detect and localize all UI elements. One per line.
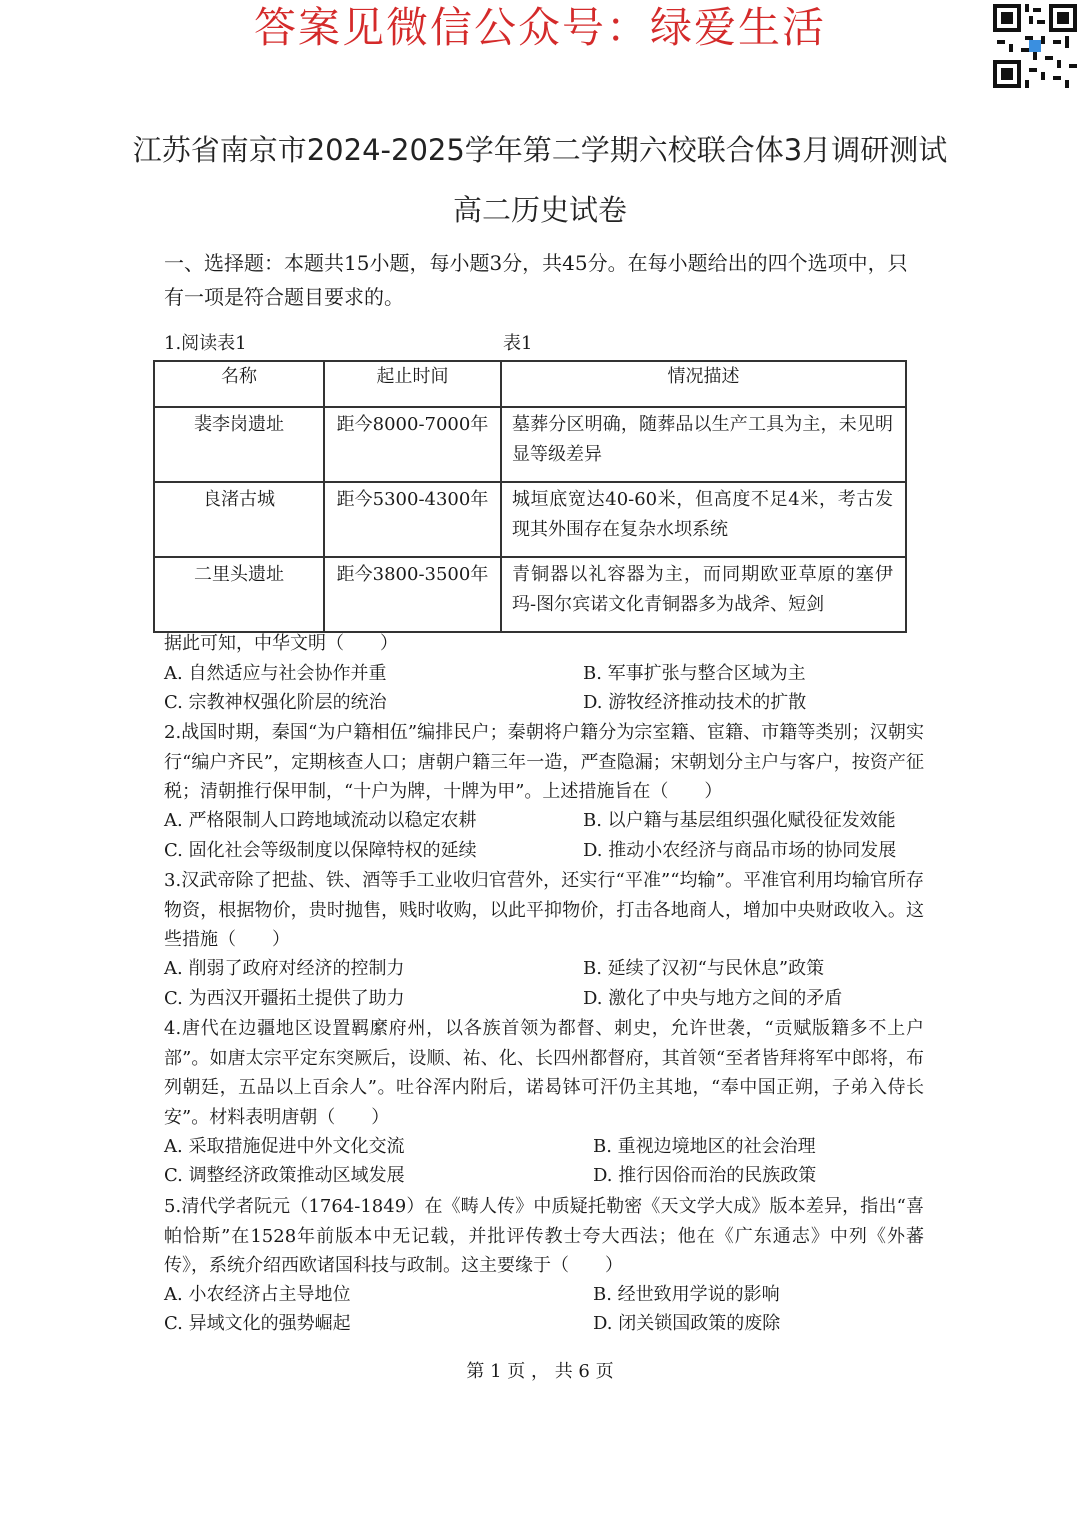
exam-subtitle: 高二历史试卷 [452,193,627,227]
table-row [154,557,906,632]
q3-option-b[interactable]: B. 延续了汉初“与民休息”政策 [583,958,825,979]
table-cell-name: 二里头遗址 [154,557,324,632]
table-row [154,407,906,482]
q1-option-d[interactable]: D. 游牧经济推动技术的扩散 [583,692,807,713]
table-row [154,482,906,557]
q4-text: 4.唐代在边疆地区设置羁縻府州，以各族首领为都督、刺史，允许世袭，“贡赋版籍多不上户部”。如唐太宗平定东突厥后，设顺、祐、化、长四州都督府，其首领“至者皆拜将军中郎将，布列朝廷，五品以上百余人”。吐谷浑内附后，诺曷钵可汗仍主其地，“奉中国正朔，子弟入侍长安”。材料表明唐朝（ ） [164,1018,924,1128]
q4-option-d[interactable]: D. 推行因俗而治的民族政策 [593,1165,817,1186]
table-caption: 表1 [503,333,533,354]
exam-title: 江苏省南京市2024-2025学年第二学期六校联合体3月调研测试 [132,133,948,167]
q2-option-d[interactable]: D. 推动小农经济与商品市场的协同发展 [583,840,897,861]
q4-option-b[interactable]: B. 重视边境地区的社会治理 [593,1136,816,1157]
table-cell-time: 距今5300-4300年 [324,482,501,557]
qr-code-icon [993,4,1077,88]
q1-option-b[interactable]: B. 军事扩张与整合区域为主 [583,663,806,684]
table-header-row [154,361,906,407]
q5-text: 5.清代学者阮元（1764-1849）在《畴人传》中质疑托勒密《天文学大成》版本差异，指出“喜帕恰斯”在1528年前版本中无记载，并批评传教士夸大西法；他在《广东通志》中列《外蕃传》，系统介绍西欧诸国科技与政制。这主要缘于（ ） [164,1196,924,1277]
table-cell-time: 距今3800-3500年 [324,557,501,632]
table-cell-desc: 城垣底宽达40-60米，但高度不足4米，考古发现其外围存在复杂水坝系统 [501,482,906,557]
table-cell-name: 良渚古城 [154,482,324,557]
q5-option-d[interactable]: D. 闭关锁国政策的废除 [593,1313,781,1334]
q5-option-c[interactable]: C. 异域文化的强势崛起 [164,1313,351,1334]
section-instructions: 一、选择题：本题共15小题，每小题3分，共45分。在每小题给出的四个选项中，只有一项是符合题目要求的。 [164,251,908,309]
table-header-cell: 名称 [154,361,324,407]
table-header-cell: 情况描述 [501,361,906,407]
q1-option-c[interactable]: C. 宗教神权强化阶层的统治 [164,692,387,713]
table-header-cell: 起止时间 [324,361,501,407]
table-cell-desc: 墓葬分区明确，随葬品以生产工具为主，未见明显等级差异 [501,407,906,482]
table-cell-name: 裴李岗遗址 [154,407,324,482]
banner-watermark: 答案见微信公众号：绿爱生活 [253,3,826,52]
q1-stem: 据此可知，中华文明（ ） [164,633,398,654]
q5-option-a[interactable]: A. 小农经济占主导地位 [164,1284,351,1305]
q3-option-d[interactable]: D. 激化了中央与地方之间的矛盾 [583,988,843,1009]
q4-option-a[interactable]: A. 采取措施促进中外文化交流 [164,1136,405,1157]
q2-option-b[interactable]: B. 以户籍与基层组织强化赋役征发效能 [583,810,896,831]
q3-option-c[interactable]: C. 为西汉开疆拓土提供了助力 [164,988,405,1009]
table-cell-desc: 青铜器以礼容器为主，而同期欧亚草原的塞伊玛-图尔宾诺文化青铜器多为战斧、短剑 [501,557,906,632]
q5-option-b[interactable]: B. 经世致用学说的影响 [593,1284,780,1305]
q3-text: 3.汉武帝除了把盐、铁、酒等手工业收归官营外，还实行“平准”“均输”。平准官利用均输官所存物资，根据物价，贵时抛售，贱时收购，以此平抑物价，打击各地商人，增加中央财政收入。这些措施（ ） [164,870,924,951]
q1-option-a[interactable]: A. 自然适应与社会协作并重 [164,663,387,684]
q1-table [153,360,907,633]
q3-option-a[interactable]: A. 削弱了政府对经济的控制力 [164,958,405,979]
table-cell-time: 距今8000-7000年 [324,407,501,482]
q4-option-c[interactable]: C. 调整经济政策推动区域发展 [164,1165,405,1186]
q2-text: 2.战国时期，秦国“为户籍相伍”编排民户；秦朝将户籍分为宗室籍、宦籍、市籍等类别；汉朝实行“编户齐民”，定期核查人口；唐朝户籍三年一造，严查隐漏；宋朝划分主户与客户，按资产征税；清朝推行保甲制，“十户为牌，十牌为甲”。上述措施旨在（ ） [164,722,924,803]
q1-label: 1.阅读表1 [164,333,247,354]
page-number: 第 1 页 ， 共 6 页 [466,1361,614,1382]
q2-option-c[interactable]: C. 固化社会等级制度以保障特权的延续 [164,840,477,861]
q2-option-a[interactable]: A. 严格限制人口跨地域流动以稳定农耕 [164,810,477,831]
